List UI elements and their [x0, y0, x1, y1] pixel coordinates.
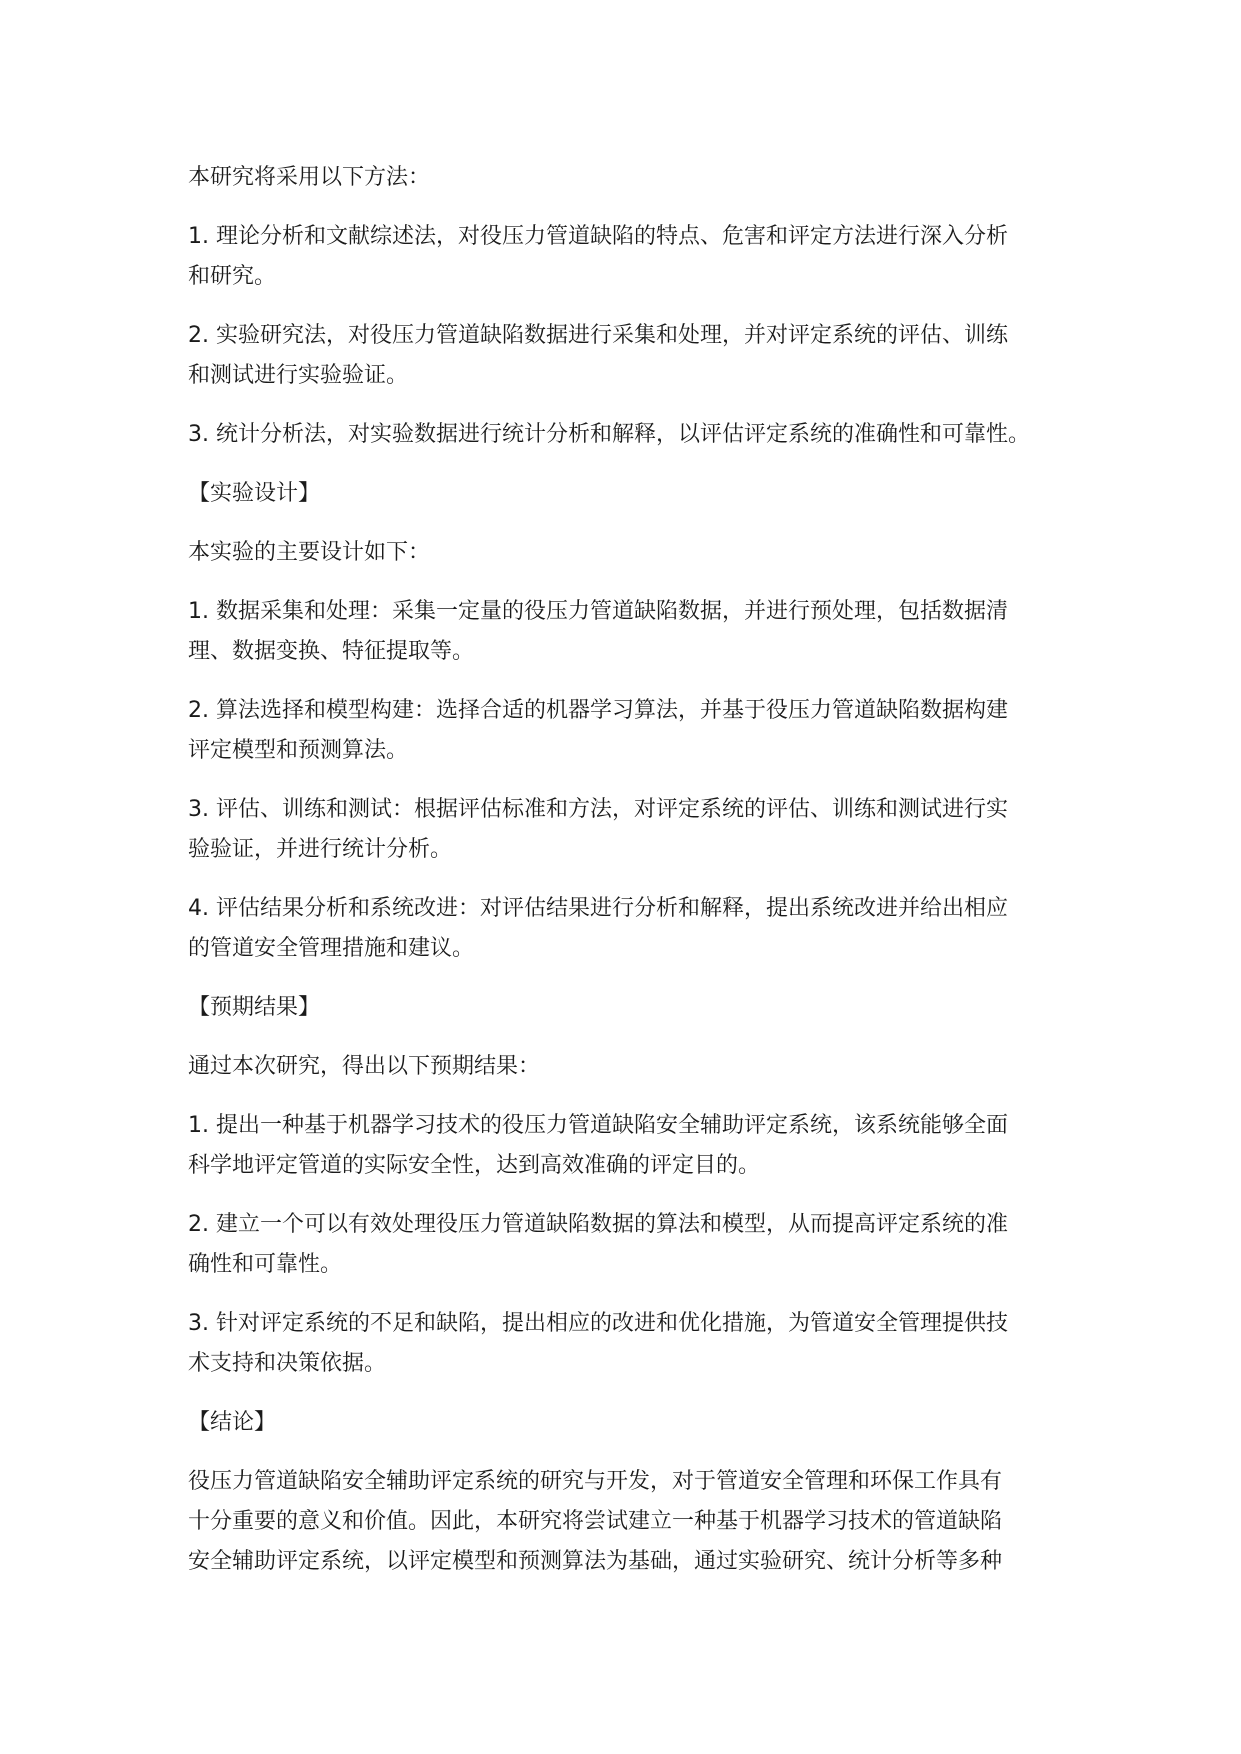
text-line: 的管道安全管理措施和建议。	[188, 936, 475, 961]
text-line: 3. 统计分析法，对实验数据进行统计分析和解释，以评估评定系统的准确性和可靠性。	[188, 422, 1030, 447]
results-intro	[188, 1047, 1068, 1087]
text-line: 2. 算法选择和模型构建：选择合适的机器学习算法，并基于役压力管道缺陷数据构建	[188, 698, 1008, 723]
text-line: 确性和可靠性。	[188, 1252, 343, 1277]
text-line: 和研究。	[188, 264, 277, 289]
text-line: 术支持和决策依据。	[188, 1351, 387, 1376]
text-line: 役压力管道缺陷安全辅助评定系统的研究与开发，对于管道安全管理和环保工作具有	[188, 1469, 1003, 1494]
design-intro	[188, 533, 1068, 573]
text-line: 4. 评估结果分析和系统改进：对评估结果进行分析和解释，提出系统改进并给出相应	[188, 896, 1008, 921]
text-line: 【预期结果】	[188, 995, 321, 1020]
methods-intro	[188, 158, 1068, 198]
text-line: 科学地评定管道的实际安全性，达到高效准确的评定目的。	[188, 1153, 761, 1178]
design-item-3	[188, 790, 1068, 870]
result-item-2	[188, 1205, 1068, 1285]
text-line: 3. 评估、训练和测试：根据评估标准和方法，对评定系统的评估、训练和测试进行实	[188, 797, 1008, 822]
text-line: 2. 建立一个可以有效处理役压力管道缺陷数据的算法和模型，从而提高评定系统的准	[188, 1212, 1008, 1237]
design-item-2	[188, 691, 1068, 771]
text-line: 1. 理论分析和文献综述法，对役压力管道缺陷的特点、危害和评定方法进行深入分析	[188, 224, 1008, 249]
text-line: 本研究将采用以下方法：	[188, 165, 431, 190]
result-item-3	[188, 1304, 1068, 1384]
text-line: 安全辅助评定系统，以评定模型和预测算法为基础，通过实验研究、统计分析等多种	[188, 1549, 1003, 1574]
design-item-1	[188, 592, 1068, 672]
text-line: 理、数据变换、特征提取等。	[188, 639, 475, 664]
method-item-3	[188, 415, 1068, 455]
text-line: 评定模型和预测算法。	[188, 738, 409, 763]
section-heading-expected-results	[188, 988, 1068, 1028]
method-item-2	[188, 316, 1068, 396]
text-line: 【结论】	[188, 1410, 277, 1435]
text-line: 验验证，并进行统计分析。	[188, 837, 453, 862]
text-line: 1. 数据采集和处理：采集一定量的役压力管道缺陷数据，并进行预处理，包括数据清	[188, 599, 1008, 624]
text-line: 1. 提出一种基于机器学习技术的役压力管道缺陷安全辅助评定系统，该系统能够全面	[188, 1113, 1008, 1138]
text-line: 3. 针对评定系统的不足和缺陷，提出相应的改进和优化措施，为管道安全管理提供技	[188, 1311, 1008, 1336]
text-line: 通过本次研究，得出以下预期结果：	[188, 1054, 541, 1079]
document-page	[188, 158, 1068, 1601]
design-item-4	[188, 889, 1068, 969]
text-line: 本实验的主要设计如下：	[188, 540, 431, 565]
method-item-1	[188, 217, 1068, 297]
text-line: 十分重要的意义和价值。因此，本研究将尝试建立一种基于机器学习技术的管道缺陷	[188, 1509, 1003, 1534]
text-line: 【实验设计】	[188, 481, 321, 506]
section-heading-experiment-design	[188, 474, 1068, 514]
text-line: 2. 实验研究法，对役压力管道缺陷数据进行采集和处理，并对评定系统的评估、训练	[188, 323, 1008, 348]
result-item-1	[188, 1106, 1068, 1186]
text-line: 和测试进行实验验证。	[188, 363, 409, 388]
conclusion-paragraph	[188, 1462, 1068, 1582]
section-heading-conclusion	[188, 1403, 1068, 1443]
